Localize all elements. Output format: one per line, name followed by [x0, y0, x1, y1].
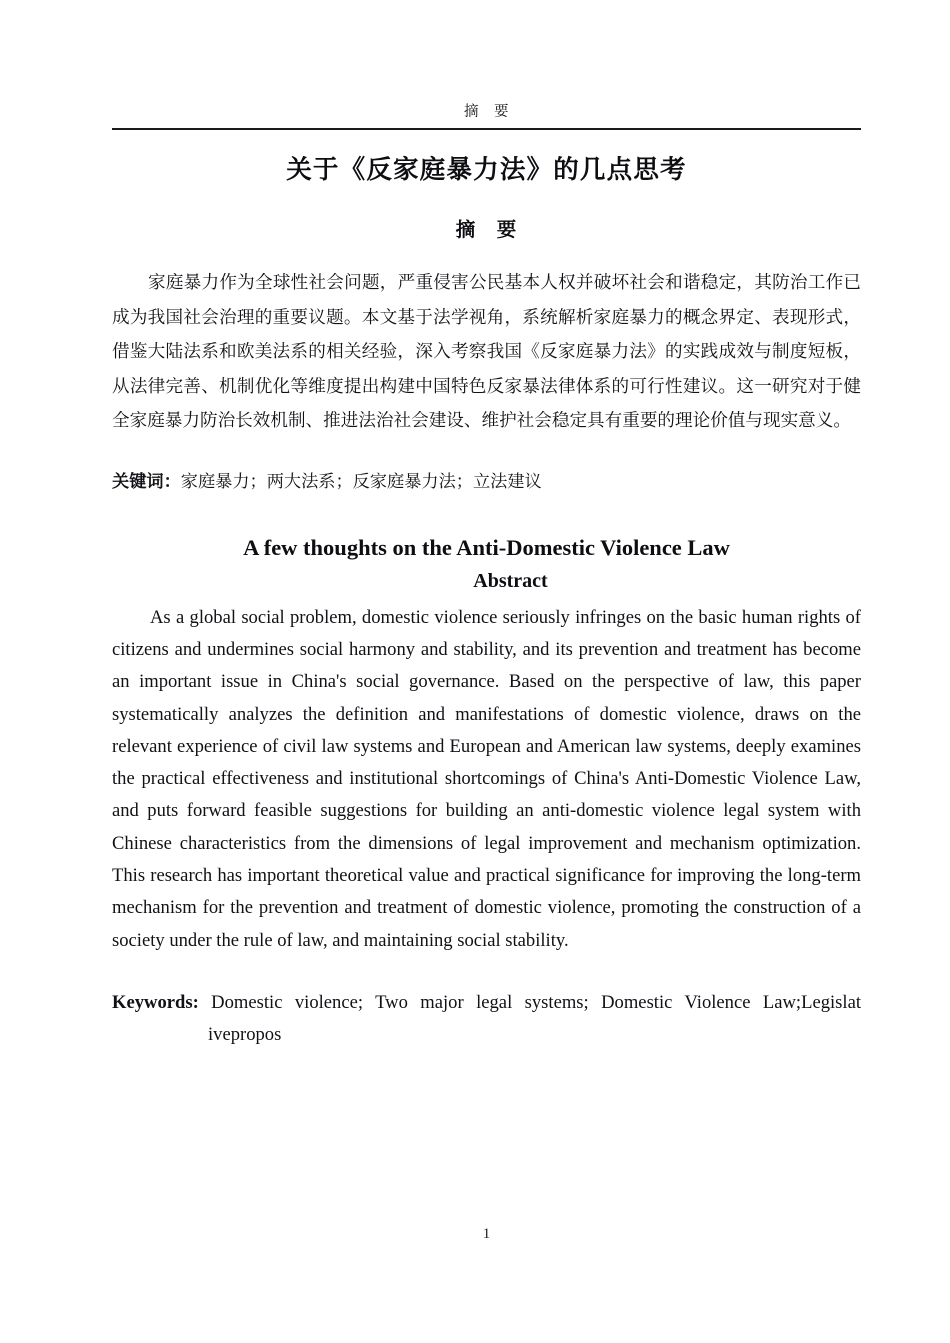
chinese-keywords-value: 家庭暴力；两大法系；反家庭暴力法；立法建议: [180, 472, 542, 493]
running-header-text: 摘 要: [464, 104, 509, 120]
running-header: [112, 105, 861, 130]
english-keywords-line: [112, 957, 861, 1052]
english-paper-title: A few thoughts on the Anti-Domestic Violence Law: [243, 535, 730, 561]
english-keywords-value: Domestic violence; Two major legal systems; Domestic Violence Law;Legislat ivepropos: [198, 991, 861, 1046]
document-content: [112, 145, 861, 1052]
page-number: 1: [482, 1226, 491, 1242]
page-footer: [112, 1225, 861, 1243]
english-keywords-label: Keywords:: [112, 991, 199, 1013]
chinese-keywords-line: [112, 438, 861, 497]
header-divider-rule: [112, 128, 861, 130]
chinese-abstract-body: 家庭暴力作为全球性社会问题，严重侵害公民基本人权并破坏社会和谐稳定，其防治工作已成为我国社会治理的重要议题。本文基于法学视角，系统解析家庭暴力的概念界定、表现形式，借鉴大陆法系和欧美法系的相关经验，深入考察我国《反家庭暴力法》的实践成效与制度短板，从法律完善、机制优化等维度提出构建中国特色反家暴法律体系的可行性建议。这一研究对于健全家庭暴力防治长效机制、推进法治社会建设、维护社会稳定具有重要的理论价值与现实意义。: [112, 273, 861, 432]
chinese-abstract-heading: 摘 要: [455, 218, 518, 242]
chinese-keywords-label: 关键词：: [112, 472, 181, 493]
english-abstract-heading: Abstract: [473, 569, 548, 592]
english-abstract-body: As a global social problem, domestic violence seriously infringes on the basic human rights of citizens and undermines social harmony and stability, and its prevention and treatment has become an important issue in China's social governance. Based on the perspective of law, this paper systematically analyzes the definition and manifestations of domestic violence, draws on the relevant experience of civil law systems and European and American law systems, deeply examines the practical effectiveness and institutional shortcomings of China's Anti-Domestic Violence Law, and puts forward feasible suggestions for building an anti-domestic violence legal system with Chinese characteristics from the dimensions of legal improvement and mechanism optimization. This research has important theoretical value and practical significance for improving the long-term mechanism for the prevention and treatment of domestic violence, promoting the construction of a society under the rule of law, and maintaining social stability.: [112, 606, 861, 951]
chinese-paper-title: 关于《反家庭暴力法》的几点思考: [286, 155, 687, 185]
